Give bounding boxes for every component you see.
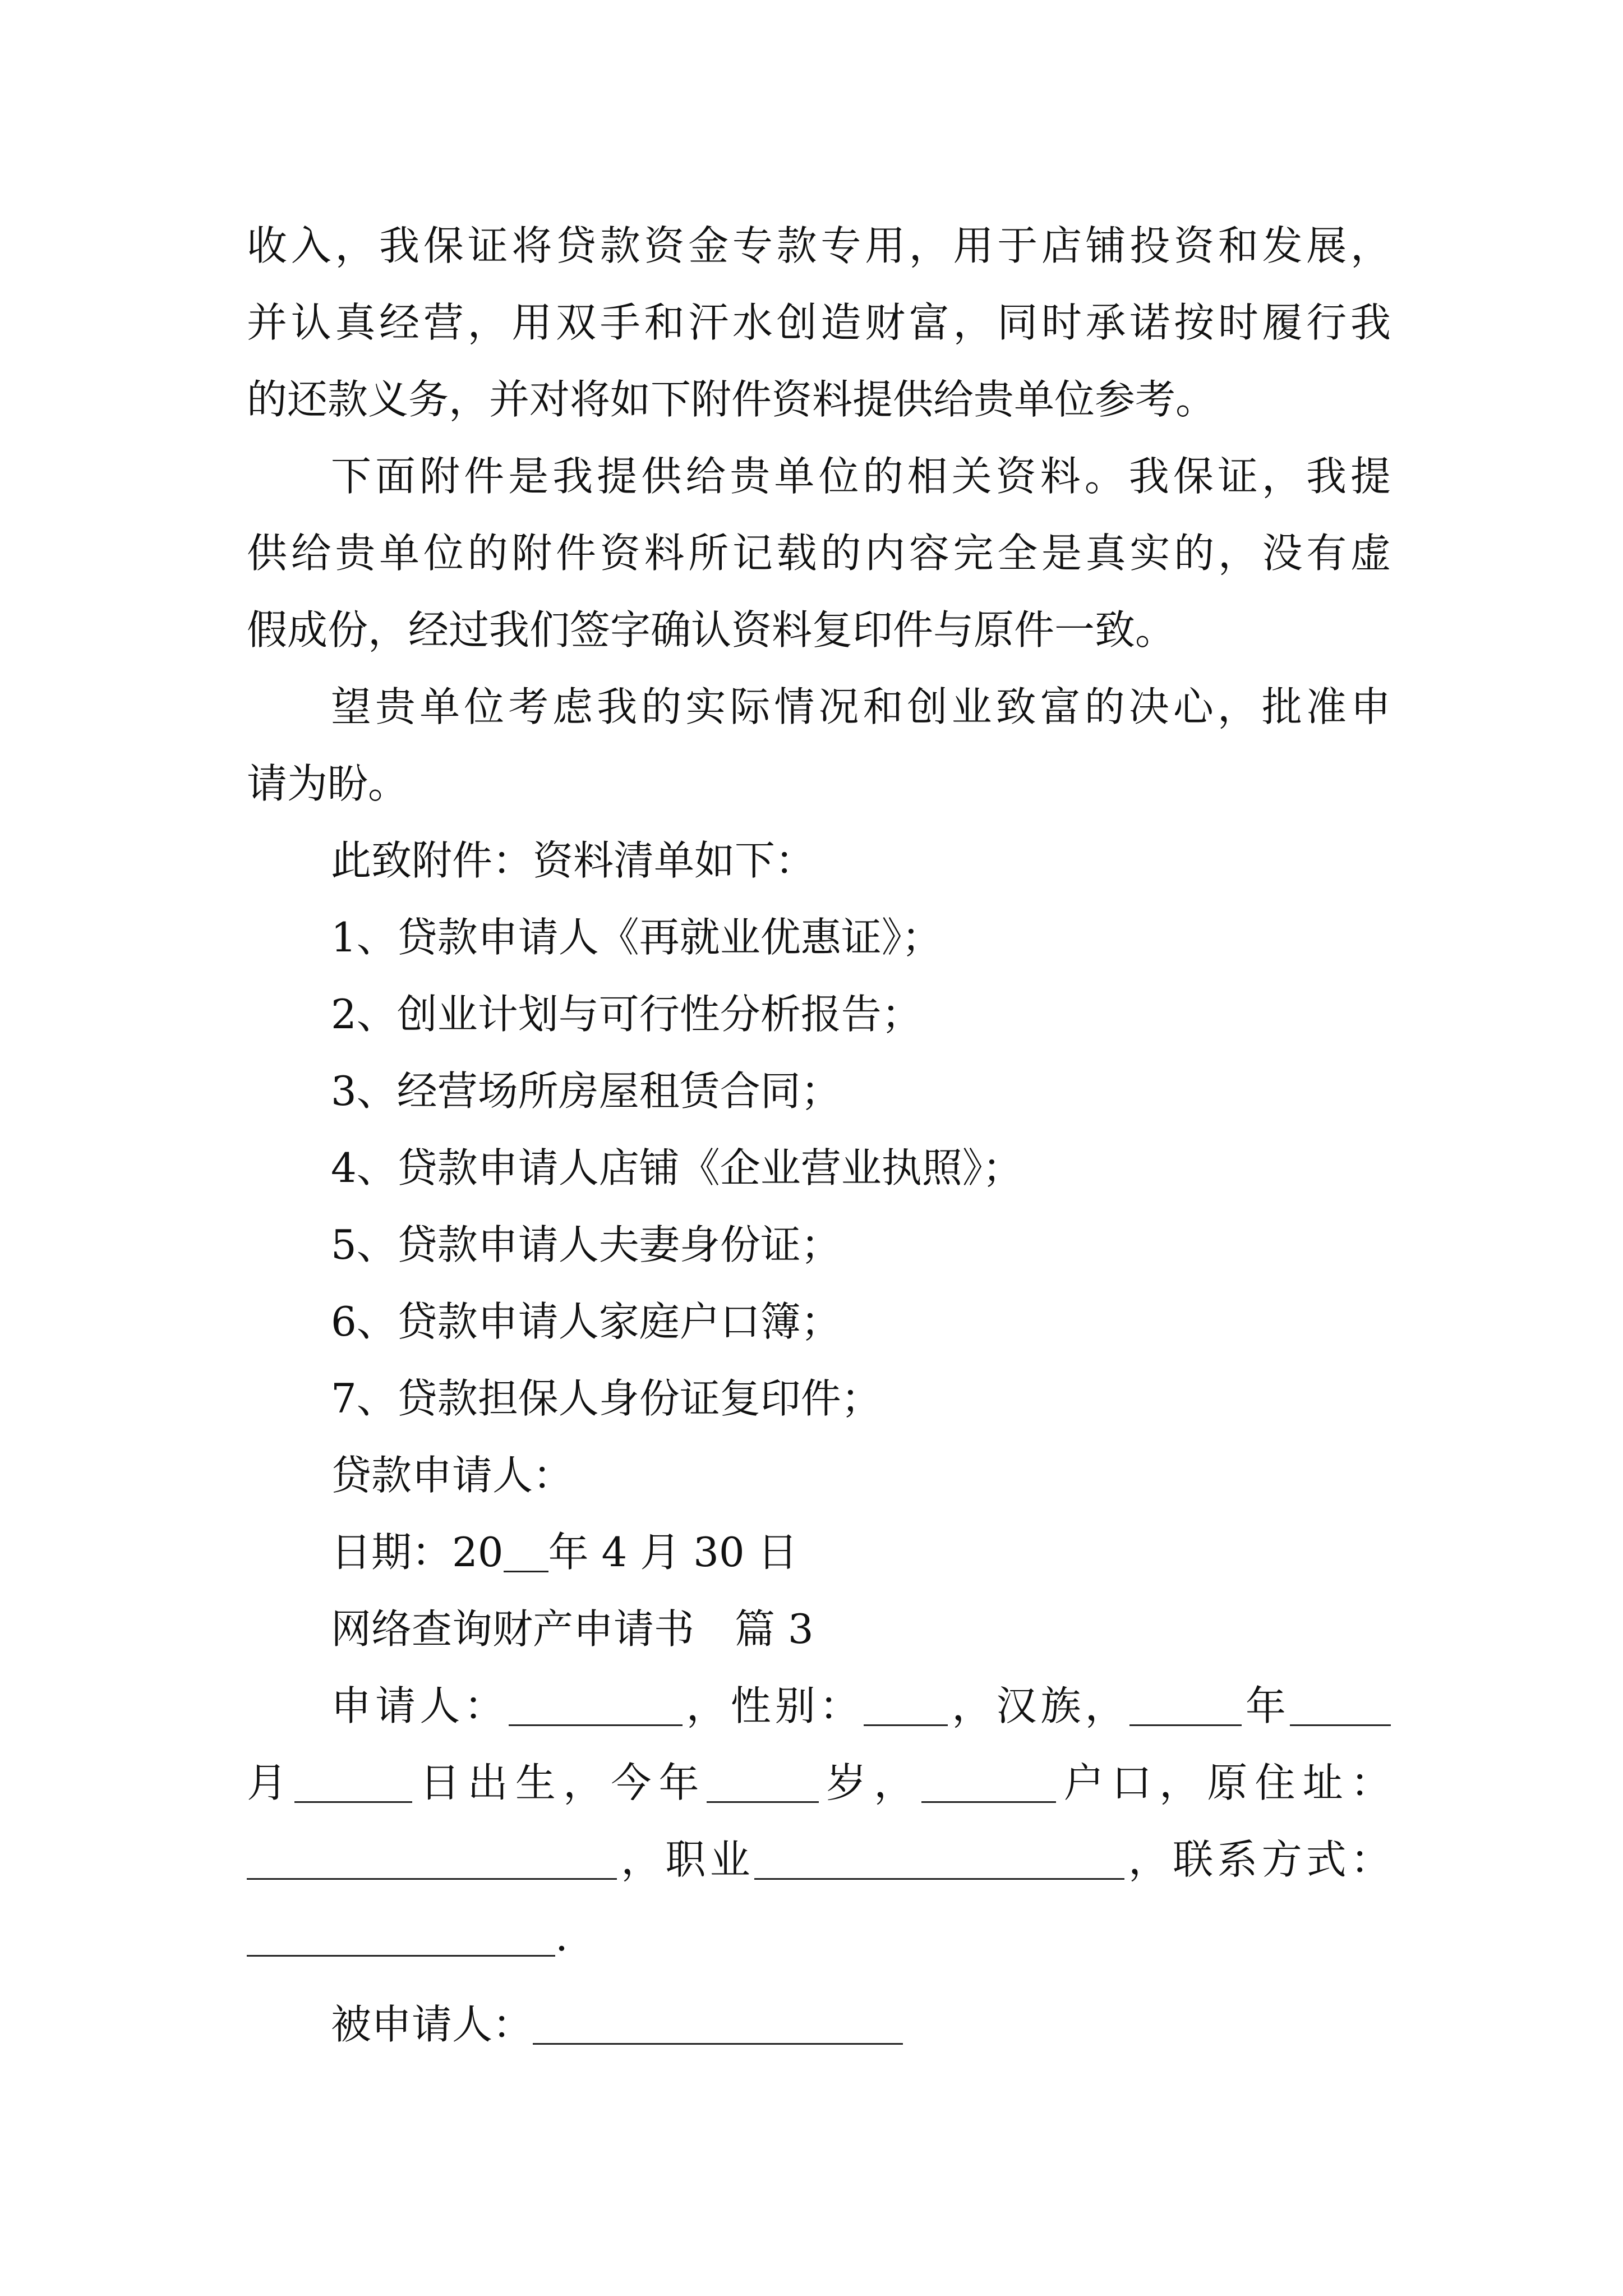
section-3-title: 网络查询财产申请书 篇 3 — [331, 1605, 814, 1653]
period-text: . — [555, 1913, 568, 1960]
born-text: 日出生，今年 — [412, 1759, 707, 1806]
age-text: 岁， — [818, 1759, 922, 1806]
applicant-line-2 — [247, 1745, 1391, 1821]
attachments-heading: 此致附件：资料清单如下： — [331, 837, 816, 884]
hukou-blank — [921, 1801, 1056, 1803]
paragraph-2-line-2: 供给贵单位的附件资料所记载的内容完全是真实的，没有虚 — [247, 530, 1391, 577]
paragraph-1-line-1: 收入，我保证将贷款资金专款专用，用于店铺投资和发展， — [247, 222, 1391, 269]
paragraph-1-line-3: 的还款义务，并对将如下附件资料提供给贵单位参考。 — [247, 376, 1216, 423]
document-page — [247, 208, 1391, 2063]
paragraph-3-line-1: 望贵单位考虑我的实际情况和创业致富的决心，批准申 — [331, 683, 1391, 730]
attachment-item: 2、创业计划与可行性分析报告； — [331, 991, 922, 1038]
attachment-item: 1、贷款申请人《再就业优惠证》； — [331, 914, 942, 961]
paragraph-3-line-2: 请为盼。 — [247, 760, 409, 807]
contact-label: ，联系方式： — [1124, 1836, 1391, 1883]
attachment-item: 3、经营场所房屋租赁合同； — [331, 1068, 841, 1115]
occupation-blank — [754, 1878, 1124, 1880]
applicant-line-3 — [247, 1821, 1391, 1898]
applicant-label: 申请人： — [331, 1682, 509, 1729]
year-text: 年 — [1241, 1682, 1290, 1729]
respondent-label: 被申请人： — [331, 2001, 533, 2048]
date-suffix: 年 4 月 30 日 — [548, 1529, 798, 1576]
loan-applicant-signature: 贷款申请人： — [331, 1452, 574, 1499]
date-line — [247, 1514, 1391, 1591]
applicant-name-blank — [509, 1724, 683, 1726]
gender-blank — [864, 1724, 948, 1726]
birth-year-blank — [1129, 1724, 1242, 1726]
attachment-item: 6、贷款申请人家庭户口簿； — [331, 1298, 841, 1345]
gender-label: ，性别： — [682, 1682, 864, 1729]
ethnicity-text: ，汉族， — [948, 1682, 1129, 1729]
date-prefix: 日期：20 — [331, 1529, 504, 1576]
attachment-item: 7、贷款担保人身份证复印件； — [331, 1375, 882, 1422]
occupation-label: ，职业 — [617, 1836, 754, 1883]
paragraph-2-line-1: 下面附件是我提供给贵单位的相关资料。我保证，我提 — [331, 453, 1391, 500]
contact-blank — [247, 1955, 555, 1957]
attachment-item: 4、贷款申请人店铺《企业营业执照》； — [331, 1144, 1023, 1191]
age-blank — [707, 1801, 819, 1803]
applicant-line-4 — [247, 1898, 1391, 1975]
attachment-item: 5、贷款申请人夫妻身份证； — [331, 1221, 841, 1268]
hukou-text: 户口，原住址： — [1056, 1759, 1391, 1806]
paragraph-2-line-3: 假成份，经过我们签字确认资料复印件与原件一致。 — [247, 606, 1176, 654]
birth-day-blank — [294, 1801, 412, 1803]
paragraph-1-line-2: 并认真经营，用双手和汗水创造财富，同时承诺按时履行我 — [247, 299, 1391, 346]
respondent-blank — [533, 2043, 903, 2045]
applicant-line-1 — [247, 1668, 1391, 1745]
respondent-line — [247, 1986, 1391, 2063]
birth-month-blank — [1290, 1724, 1391, 1726]
month-text: 月 — [247, 1759, 295, 1806]
address-blank — [247, 1878, 617, 1880]
year-blank — [504, 1571, 548, 1572]
